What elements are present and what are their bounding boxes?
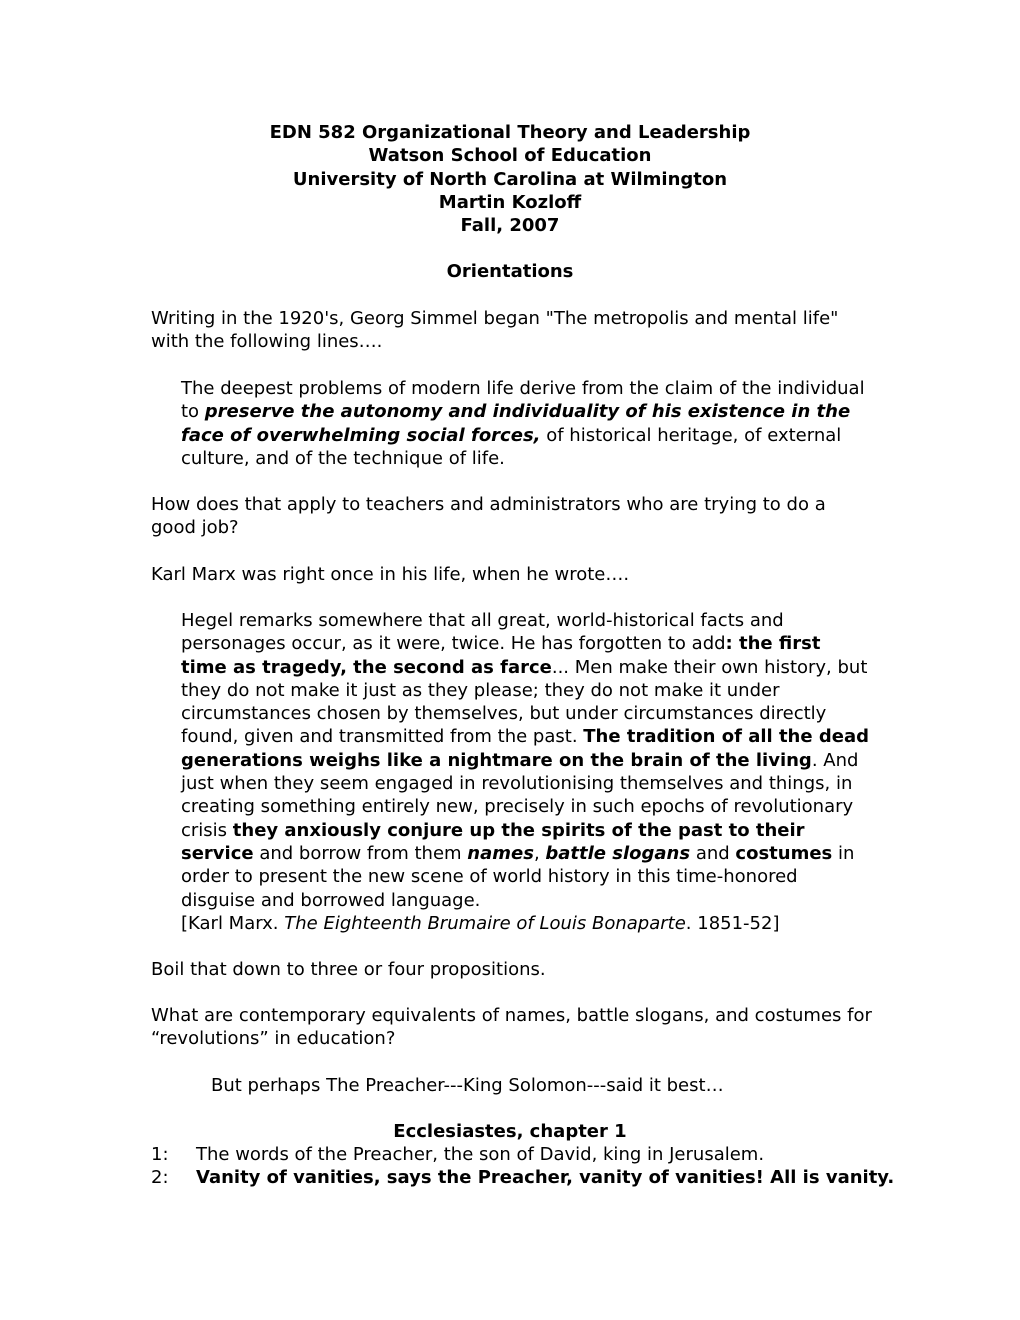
course-title: EDN 582 Organizational Theory and Leadership xyxy=(269,122,751,143)
quote-marx-s9: , xyxy=(533,842,546,864)
quote-marx-s4: The tradition of all the dead generations weighs like a nightmare on the brain of the living xyxy=(181,726,869,771)
quote-marx-s6: they anxiously conjure up the spirits of the past to their service xyxy=(181,819,805,864)
school-name: Watson School of Education xyxy=(368,145,652,167)
verse-number: 2: xyxy=(151,1167,169,1188)
university-name: University of North Carolina at Wilmington xyxy=(292,168,728,190)
quote-marx-s7: and borrow from them xyxy=(253,842,468,864)
quote-marx-s3: ... Men make their own history, but they do not make it just as they please; they do not make it under circumstances chosen by themselves, but under circumstances directly found, given and transmitted from the past. xyxy=(181,656,868,748)
quote-simmel-text-a: The deepest problems of modern life derive from the claim of the individual to xyxy=(181,378,865,423)
paragraph-boil-down: Boil that down to three or four propositions. xyxy=(151,959,546,980)
quote-marx-s13: in order to present the new scene of world history in this time-honored disguise and borrowed language. xyxy=(181,842,855,911)
ecclesiastes-title: Ecclesiastes, chapter 1 xyxy=(393,1121,627,1142)
citation-a: [Karl Marx. xyxy=(181,912,285,934)
paragraph-simmel-intro: Writing in the 1920's, Georg Simmel began "The metropolis and mental life" with the following lines…. xyxy=(151,308,839,353)
quote-simmel xyxy=(181,377,871,470)
quote-marx-costumes: costumes xyxy=(735,842,833,864)
citation-c: . 1851-52] xyxy=(685,912,780,934)
quote-marx-names: names xyxy=(467,842,534,864)
paragraph-marx-intro: Karl Marx was right once in his life, when he wrote…. xyxy=(151,564,630,585)
citation-title: The Eighteenth Brumaire of Louis Bonaparte xyxy=(284,912,686,934)
author-name: Martin Kozloff xyxy=(438,191,582,213)
verse-text: The words of the Preacher, the son of David, king in Jerusalem. xyxy=(196,1144,765,1165)
verse-number: 1: xyxy=(151,1144,169,1165)
term: Fall, 2007 xyxy=(460,215,560,237)
section-title: Orientations xyxy=(446,261,574,282)
verse-text: Vanity of vanities, says the Preacher, vanity of vanities! All is vanity. xyxy=(196,1167,895,1188)
quote-marx xyxy=(181,609,871,935)
verse-2 xyxy=(151,1166,895,1189)
quote-marx-s11: and xyxy=(690,842,736,864)
document-header xyxy=(0,121,1020,237)
quote-simmel-emphasis: preserve the autonomy and individuality of his existence in the face of overwhelming social forces, xyxy=(181,401,851,446)
quote-marx-s2: : the first time as tragedy, the second as farce xyxy=(181,633,821,678)
quote-marx-s5: . And just when they seem engaged in revolutionising themselves and things, in creating something entirely new, precisely in such epochs of revolutionary crisis xyxy=(181,749,859,841)
quote-simmel-text-c: of historical heritage, of external culture, and of the technique of life. xyxy=(181,424,842,469)
verse-1 xyxy=(151,1143,876,1166)
paragraph-question-teachers: How does that apply to teachers and administrators who are trying to do a good job? xyxy=(151,494,826,539)
paragraph-contemporary-equivalents: What are contemporary equivalents of names, battle slogans, and costumes for “revolutions” in education? xyxy=(151,1005,872,1050)
quote-marx-s1: Hegel remarks somewhere that all great, world-historical facts and personages occur, as it were, twice. He has forgotten to add xyxy=(181,610,784,655)
quote-marx-battle-slogans: battle slogans xyxy=(545,842,691,864)
paragraph-preacher: But perhaps The Preacher---King Solomon---said it best… xyxy=(211,1075,724,1096)
